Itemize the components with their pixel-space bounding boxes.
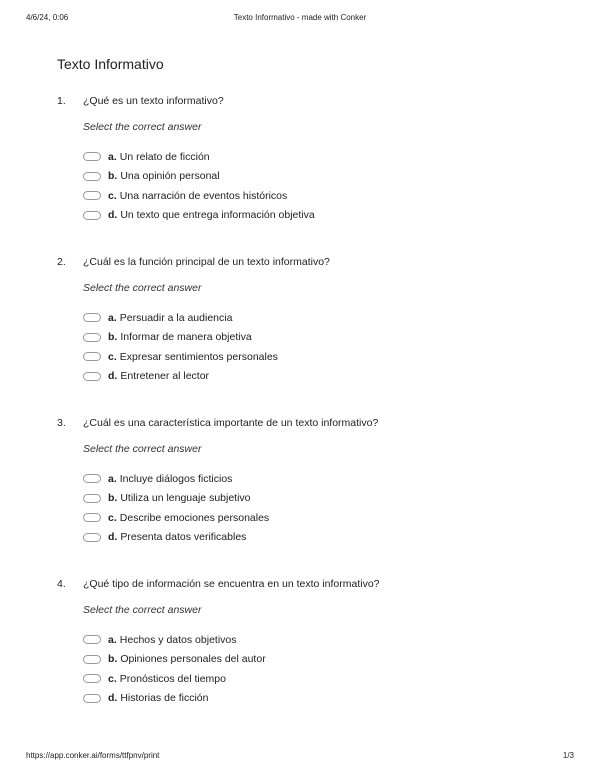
answer-option-d[interactable] [83,206,315,226]
answer-option-b[interactable] [83,650,266,670]
radio-button[interactable] [83,694,101,703]
option-text: Incluye diálogos ficticios [119,472,233,485]
answer-options [83,469,269,547]
question-3 [57,417,557,544]
answer-options [83,308,278,386]
radio-button[interactable] [83,152,101,161]
answer-option-b[interactable] [83,328,278,348]
option-letter: c. [108,189,117,202]
option-text: Una narración de eventos históricos [119,189,288,202]
question-4 [57,578,557,705]
question-instruction: Select the correct answer [83,121,202,133]
radio-button[interactable] [83,333,101,342]
answer-option-c[interactable] [83,186,315,206]
option-letter: d. [108,692,118,705]
option-text: Pronósticos del tiempo [119,672,226,685]
option-letter: b. [108,492,118,505]
option-letter: a. [108,633,117,646]
answer-option-a[interactable] [83,469,269,489]
radio-button[interactable] [83,352,101,361]
option-text: Expresar sentimientos personales [119,350,278,363]
question-text: ¿Qué tipo de información se encuentra en un texto informativo? [83,578,380,590]
option-text: Un relato de ficción [119,150,210,163]
radio-button[interactable] [83,313,101,322]
option-letter: b. [108,331,118,344]
print-page-title: Texto Informativo - made with Conker [233,13,367,22]
question-1 [57,95,557,222]
radio-button[interactable] [83,533,101,542]
question-number: 3. [57,417,66,429]
option-letter: c. [108,511,117,524]
answer-option-a[interactable] [83,308,278,328]
option-letter: d. [108,370,118,383]
answer-option-c[interactable] [83,508,269,528]
radio-button[interactable] [83,211,101,220]
radio-button[interactable] [83,494,101,503]
option-text: Describe emociones personales [119,511,270,524]
option-text: Presenta datos verificables [120,531,247,544]
question-text: ¿Cuál es una característica importante de un texto informativo? [83,417,379,429]
radio-button[interactable] [83,372,101,381]
answer-option-d[interactable] [83,689,266,709]
option-text: Un texto que entrega información objetiva [120,209,315,222]
option-letter: a. [108,150,117,163]
answer-option-a[interactable] [83,147,315,167]
question-instruction: Select the correct answer [83,443,202,455]
option-letter: b. [108,653,118,666]
question-2 [57,256,557,383]
radio-button[interactable] [83,191,101,200]
radio-button[interactable] [83,635,101,644]
option-text: Utiliza un lenguaje subjetivo [120,492,251,505]
radio-button[interactable] [83,172,101,181]
question-number: 4. [57,578,66,590]
answer-option-c[interactable] [83,669,266,689]
answer-option-b[interactable] [83,489,269,509]
print-datetime: 4/6/24, 0:06 [26,13,69,22]
answer-option-d[interactable] [83,367,278,387]
option-text: Informar de manera objetiva [120,331,252,344]
option-letter: d. [108,209,118,222]
document-title: Texto Informativo [57,56,164,72]
answer-option-d[interactable] [83,528,269,548]
radio-button[interactable] [83,655,101,664]
radio-button[interactable] [83,474,101,483]
option-letter: a. [108,311,117,324]
option-text: Historias de ficción [120,692,209,705]
option-letter: b. [108,170,118,183]
answer-option-b[interactable] [83,167,315,187]
option-letter: c. [108,672,117,685]
question-instruction: Select the correct answer [83,604,202,616]
option-letter: c. [108,350,117,363]
option-text: Hechos y datos objetivos [119,633,237,646]
answer-option-c[interactable] [83,347,278,367]
radio-button[interactable] [83,513,101,522]
page-number: 1/3 [562,751,574,760]
option-text: Opiniones personales del autor [120,653,266,666]
print-header [26,13,574,25]
answer-options [83,147,315,225]
question-text: ¿Cuál es la función principal de un texto informativo? [83,256,330,268]
option-text: Una opinión personal [120,170,220,183]
option-letter: a. [108,472,117,485]
option-text: Persuadir a la audiencia [119,311,233,324]
print-url: https://app.conker.ai/forms/ttfpnv/print [26,751,160,760]
print-footer [26,751,574,763]
answer-option-a[interactable] [83,630,266,650]
option-letter: d. [108,531,118,544]
question-number: 2. [57,256,66,268]
answer-options [83,630,266,708]
option-text: Entretener al lector [120,370,210,383]
radio-button[interactable] [83,674,101,683]
question-number: 1. [57,95,66,107]
question-text: ¿Qué es un texto informativo? [83,95,224,107]
question-instruction: Select the correct answer [83,282,202,294]
